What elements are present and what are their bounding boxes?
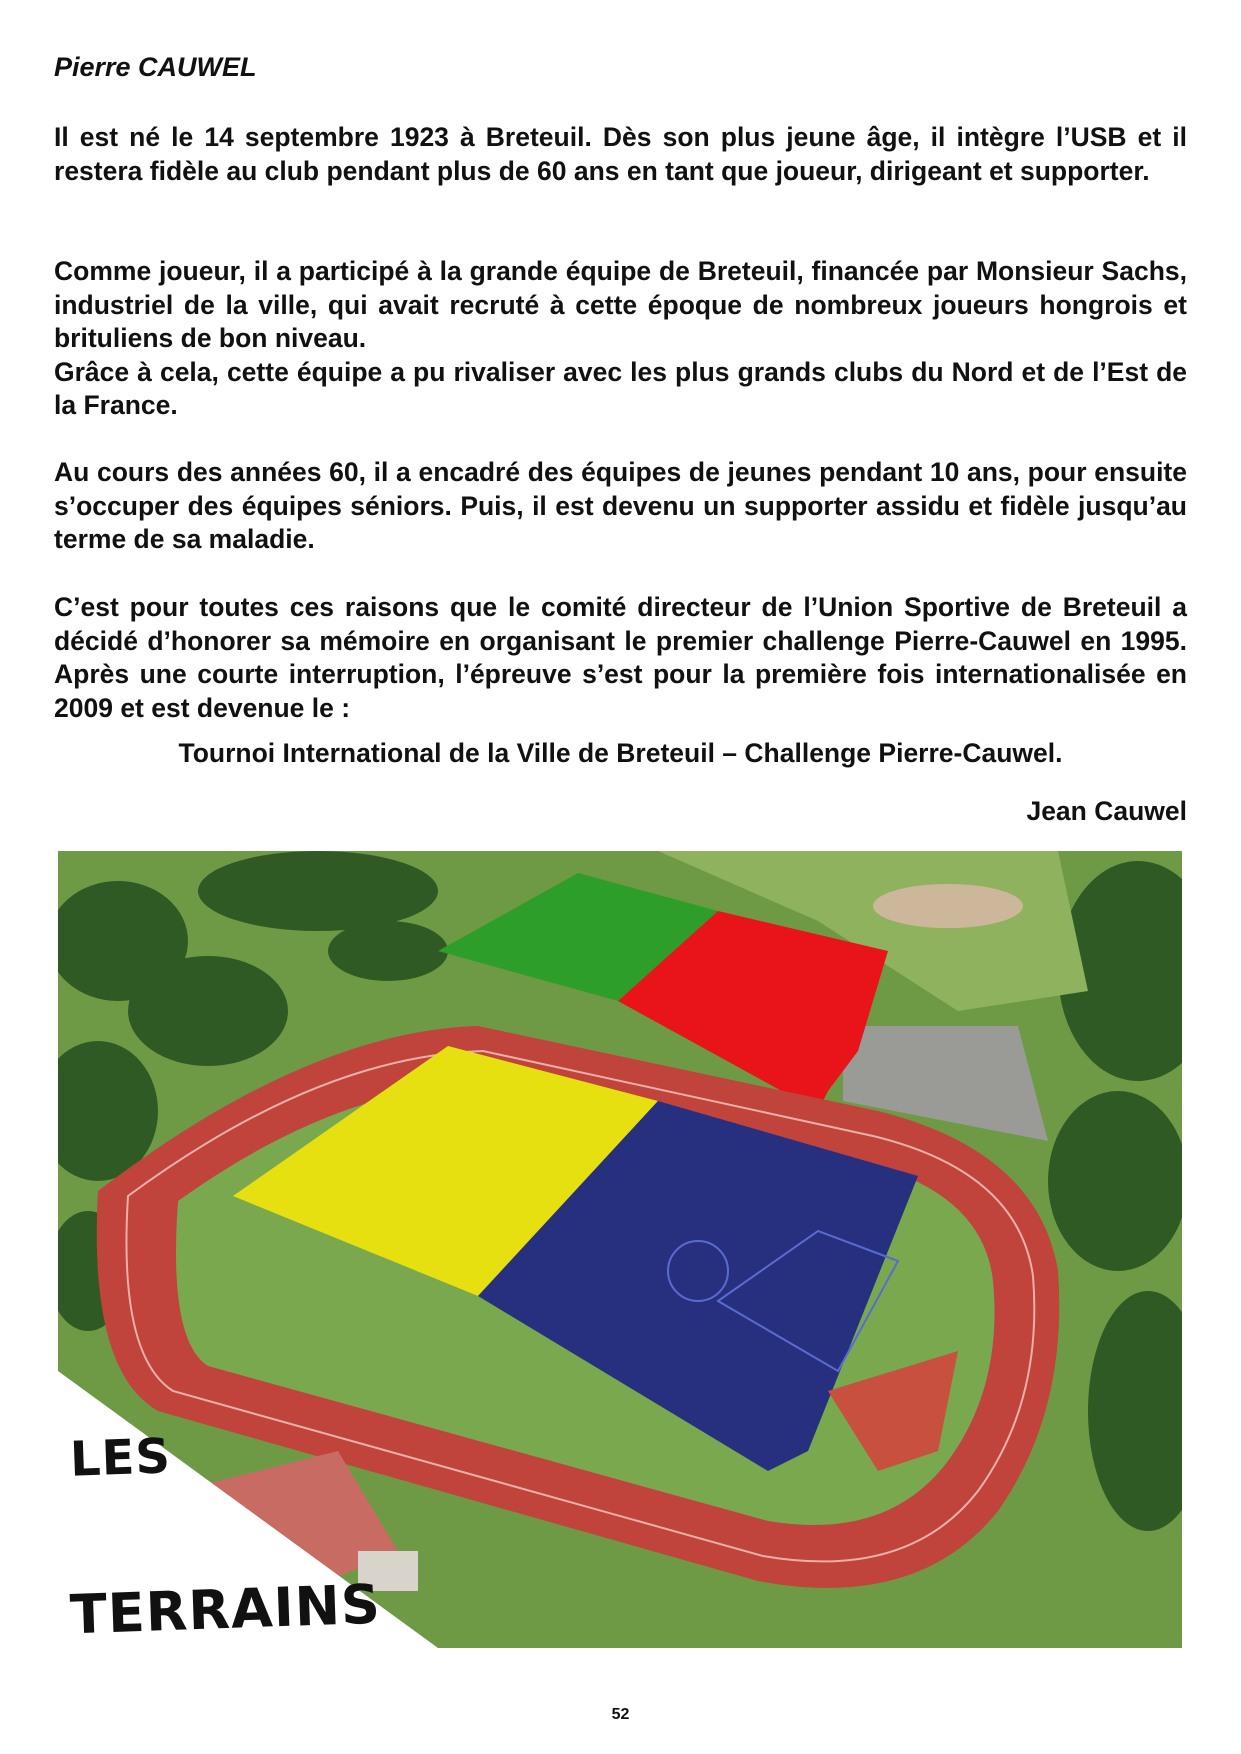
paragraph-player-result: Grâce à cela, cette équipe a pu rivaliser avec les plus grands clubs du Nord et de l’Est de la France. — [54, 356, 1187, 420]
caption-line-2: TERRAINS — [68, 1572, 382, 1647]
signature: Jean Cauwel — [1026, 796, 1187, 826]
paragraph-player — [54, 255, 1187, 423]
aerial-photo-stadium — [58, 851, 1182, 1648]
paragraph-player-text: Comme joueur, il a participé à la grande équipe de Breteuil, financée par Monsieur Sachs, industriel de la ville, qui avait recruté à cette époque de nombreux joueurs hongrois et brituliens de bon niveau. — [54, 256, 1187, 353]
tournament-title: Tournoi International de la Ville de Breteuil – Challenge Pierre-Cauwel. — [178, 738, 1063, 768]
paragraph-challenge: C’est pour toutes ces raisons que le comité directeur de l’Union Sportive de Breteuil a décidé d’honorer sa mémoire en organisant le premier challenge Pierre-Cauwel en 1995. Après une courte interruption, l’épreuve s’est pour la première fois internationalisée en 2009 et est devenue le : — [54, 592, 1187, 723]
page-heading: Pierre CAUWEL — [54, 52, 257, 82]
paragraph-birth: Il est né le 14 septembre 1923 à Breteuil. Dès son plus jeune âge, il intègre l’USB et il restera fidèle au club pendant plus de 60 ans en tant que joueur, dirigeant et supporter. — [54, 122, 1187, 186]
page-number: 52 — [611, 1706, 630, 1723]
paragraph-coach: Au cours des années 60, il a encadré des équipes de jeunes pendant 10 ans, pour ensuite s’occuper des équipes séniors. Puis, il est devenu un supporter assidu et fidèle jusqu’au terme de sa maladie. — [54, 457, 1187, 554]
caption-line-1: LES — [69, 1428, 172, 1488]
sand-area — [873, 884, 1023, 928]
